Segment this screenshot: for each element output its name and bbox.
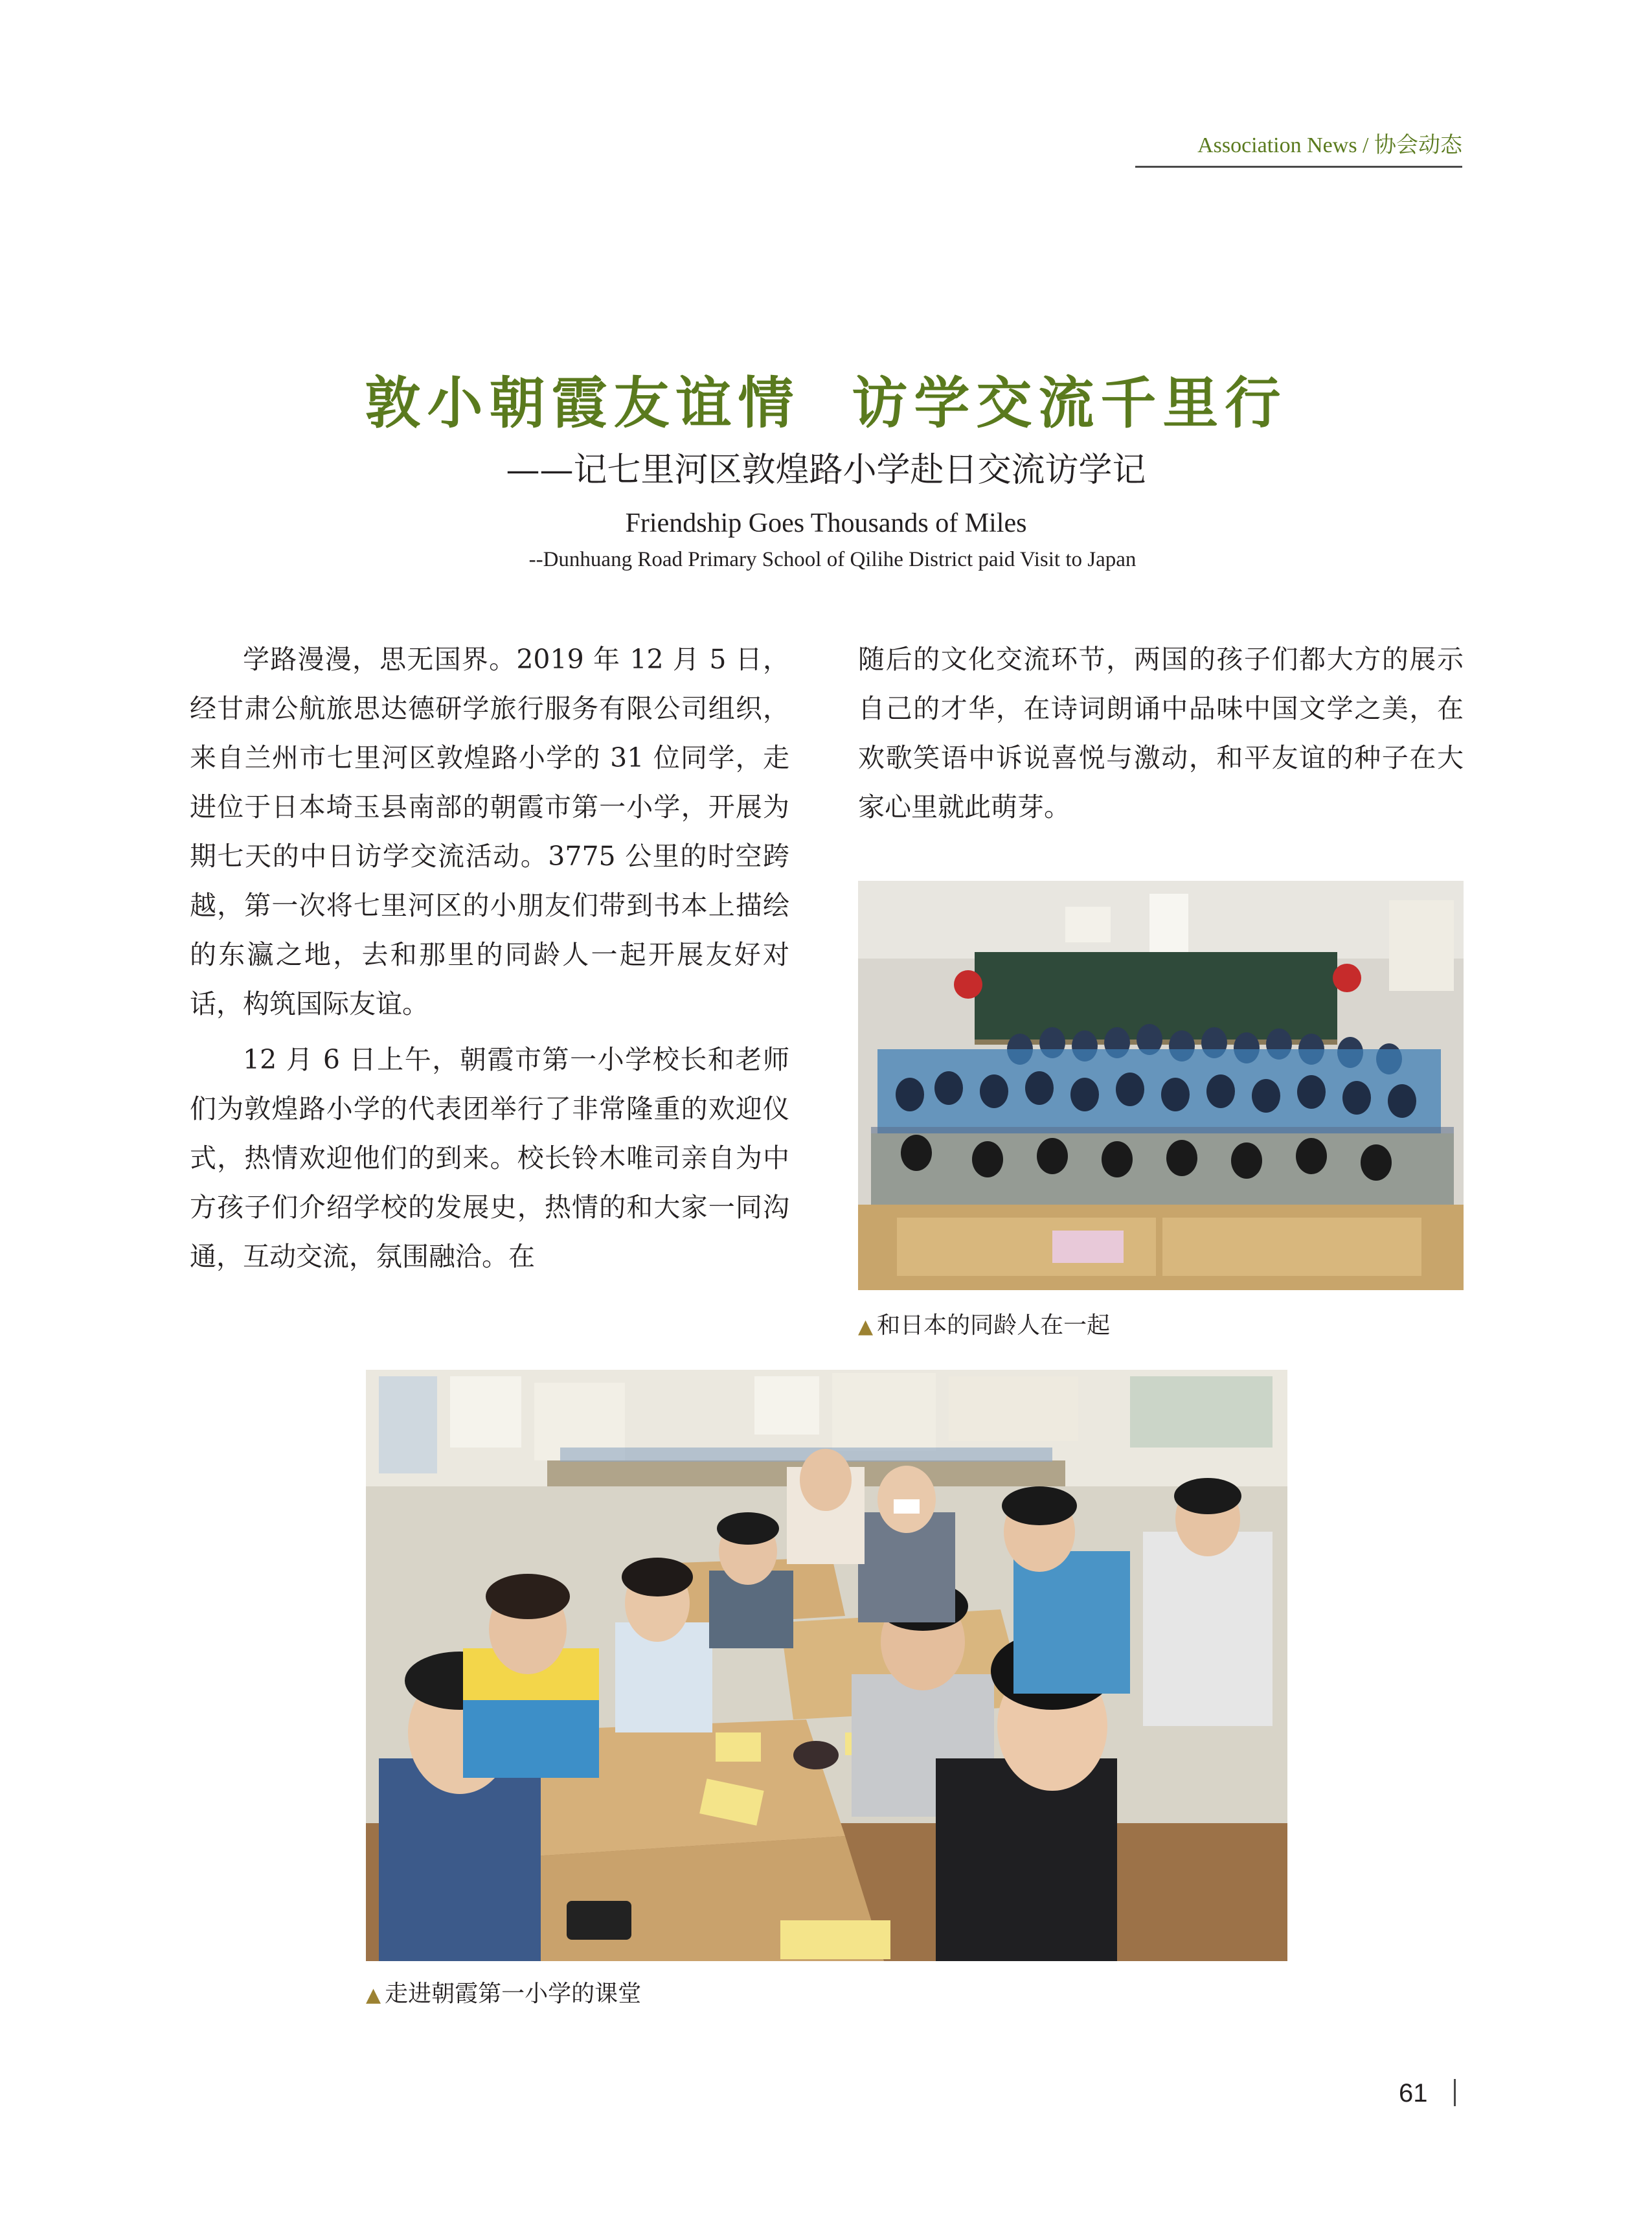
header-rule [1135, 166, 1462, 168]
article-subtitle-cn: ——记七里河区敦煌路小学赴日交流访学记 [506, 451, 1146, 490]
classroom-photo-illustration [366, 1370, 1287, 1961]
paragraph: 12 月 6 日上午，朝霞市第一小学校长和老师们为敦煌路小学的代表团举行了非常隆重的欢迎仪式，热情欢迎他们的到来。校长铃木唯司亲自为中方孩子们介绍学校的发展史，热情的和大家一同沟通，互动交流，氛围融洽。在 [190, 1044, 789, 1272]
section-header [1197, 127, 1462, 159]
page-number: 61 [1399, 2079, 1428, 2107]
section-header-separator: / [1357, 133, 1374, 157]
classroom-photo [366, 1370, 1287, 1961]
paragraph: 学路漫漫，思无国界。2019 年 12 月 5 日，经甘肃公航旅思达德研学旅行服务有限公司组织，来自兰州市七里河区敦煌路小学的 31 位同学，走进位于日本埼玉县南部的朝霞市第一小学，开展为期七天的中日访学交流活动。3775 公里的时空跨越，第一次将七里河区的小朋友们带到书本上描绘的东瀛之地，去和那里的同龄人一起开展友好对话，构筑国际友谊。 [190, 644, 789, 1019]
group-photo-illustration [858, 881, 1464, 1290]
article-title-en: Friendship Goes Thousands of Miles [625, 508, 1027, 538]
section-header-en: Association News [1197, 133, 1357, 157]
photo-2-caption [366, 1975, 641, 2008]
caption-triangle-icon: ▲ [366, 1984, 381, 2006]
paragraph: 随后的文化交流环节，两国的孩子们都大方的展示自己的才华，在诗词朗诵中品味中国文学之美，在欢歌笑语中诉说喜悦与激动，和平友谊的种子在大家心里就此萌芽。 [858, 644, 1464, 823]
section-header-cn: 协会动态 [1374, 133, 1462, 157]
article-subtitle-en: --Dunhuang Road Primary School of Qilihe District paid Visit to Japan [528, 548, 1137, 571]
caption-triangle-icon: ▲ [858, 1315, 874, 1338]
body-column-right [858, 635, 1464, 838]
body-column-left [190, 635, 789, 1288]
photo-1-caption-text: 和日本的同龄人在一起 [877, 1312, 1111, 1339]
group-photo [858, 881, 1464, 1290]
article-title-cn: 敦小朝霞友谊情 访学交流千里行 [365, 371, 1287, 436]
photo-1-caption [858, 1307, 1110, 1340]
photo-2-caption-text: 走进朝霞第一小学的课堂 [385, 1981, 642, 2007]
footer-rule [1454, 2079, 1456, 2106]
